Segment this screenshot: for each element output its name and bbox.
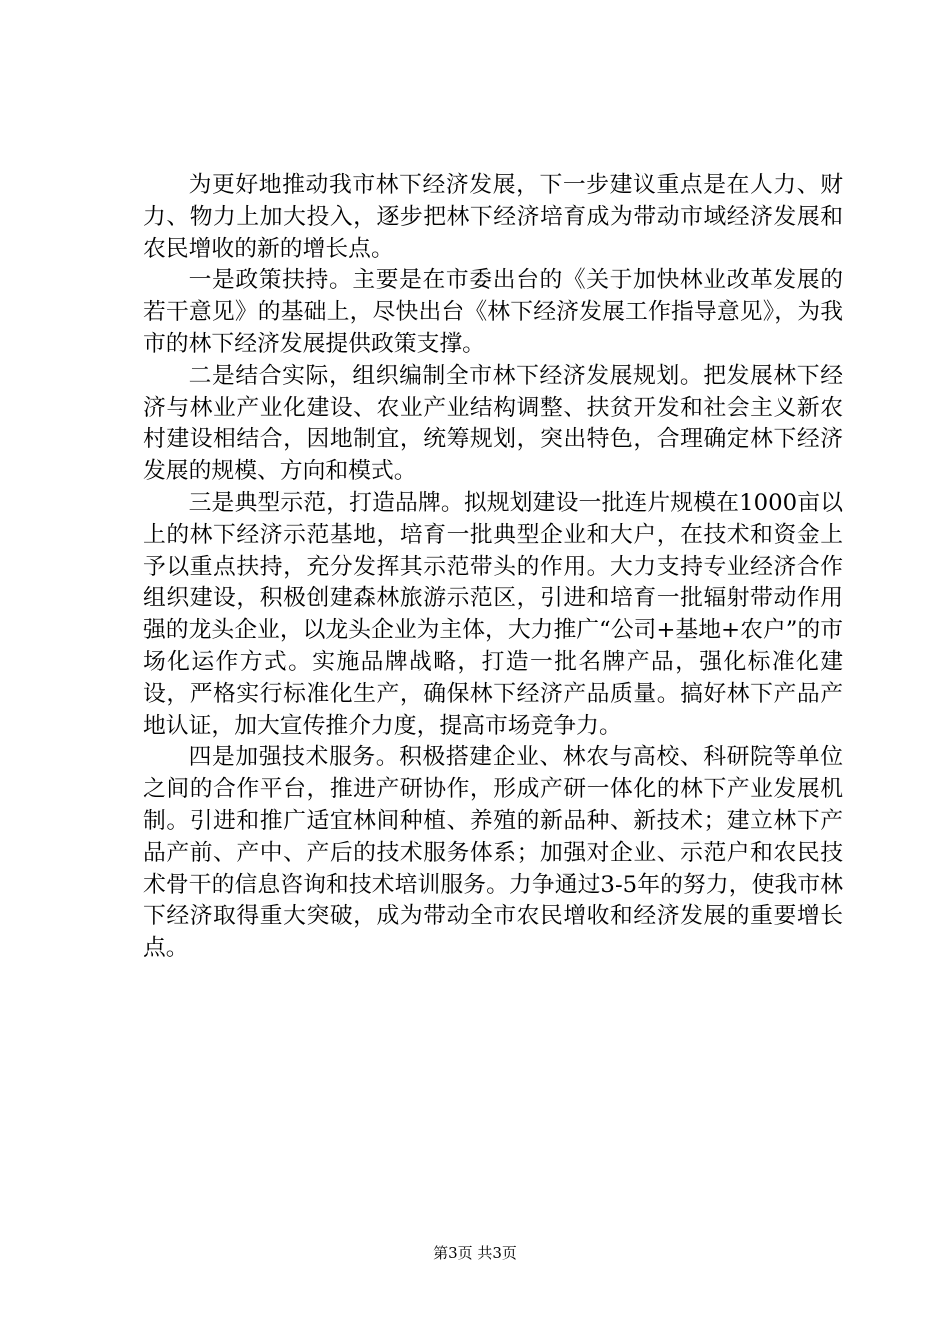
- document-body: [143, 170, 843, 965]
- page-number-footer: 第3页 共3页: [433, 1244, 517, 1262]
- paragraph-technical-service: 四是加强技术服务。积极搭建企业、林农与高校、科研院等单位之间的合作平台，推进产研协作，形成产研一体化的林下产业发展机制。引进和推广适宜林间种植、养殖的新品种、新技术；建立林下产品产前、产中、产后的技术服务体系；加强对企业、示范户和农民技术骨干的信息咨询和技术培训服务。力争通过3-5年的努力，使我市林下经济取得重大突破，成为带动全市农民增收和经济发展的重要增长点。: [143, 744, 843, 962]
- paragraph-policy-support: 一是政策扶持。主要是在市委出台的《关于加快林业改革发展的若干意见》的基础上，尽快出台《林下经济发展工作指导意见》，为我市的林下经济发展提供政策支撑。: [143, 267, 843, 357]
- paragraph-demonstration-branding: 三是典型示范，打造品牌。拟规划建设一批连片规模在1000亩以上的林下经济示范基地，培育一批典型企业和大户，在技术和资金上予以重点扶持，充分发挥其示范带头的作用。大力支持专业经济合作组织建设，积极创建森林旅游示范区，引进和培育一批辐射带动作用强的龙头企业，以龙头企业为主体，大力推广“公司+基地+农户”的市场化运作方式。实施品牌战略，打造一批名牌产品，强化标准化建设，严格实行标准化生产，确保林下经济产品质量。搞好林下产品产地认证，加大宣传推介力度，提高市场竞争力。: [143, 489, 843, 739]
- paragraph-intro: 为更好地推动我市林下经济发展，下一步建议重点是在人力、财力、物力上加大投入，逐步把林下经济培育成为带动市域经济发展和农民增收的新的增长点。: [143, 172, 843, 262]
- paragraph-planning: 二是结合实际，组织编制全市林下经济发展规划。把发展林下经济与林业产业化建设、农业产业结构调整、扶贫开发和社会主义新农村建设相结合，因地制宜，统筹规划，突出特色，合理确定林下经济发展的规模、方向和模式。: [143, 362, 843, 485]
